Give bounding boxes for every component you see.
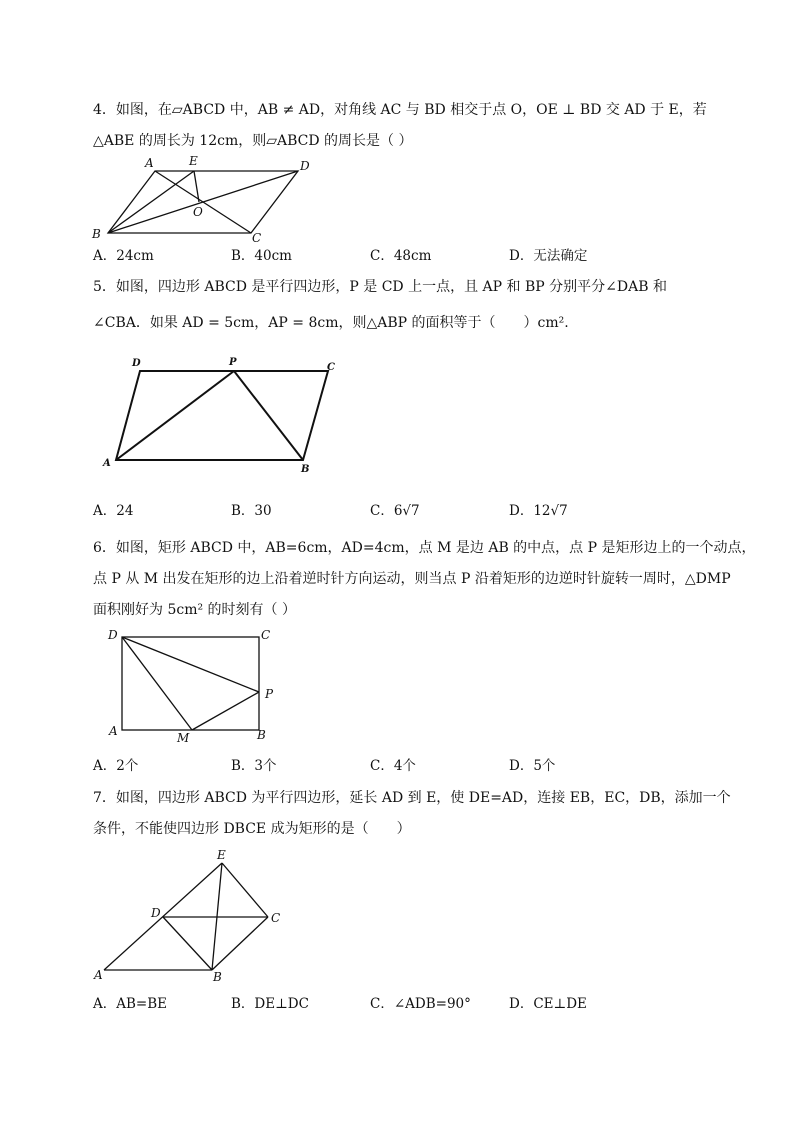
q5-stem-line2: ∠CBA．如果 AD = 5cm，AP = 8cm，则△ABP 的面积等于（ ）cm². xyxy=(93,315,569,331)
q4-diagonal-ac xyxy=(155,171,251,233)
q6-figure xyxy=(102,625,287,747)
q7-option-b[interactable]: B．DE⊥DC xyxy=(231,996,309,1012)
q5-figure xyxy=(95,352,350,477)
q7-option-a[interactable]: A．AB=BE xyxy=(93,996,168,1012)
q5-option-b[interactable]: B．30 xyxy=(231,503,272,519)
q4-figure xyxy=(88,150,328,245)
q7-segment-ec xyxy=(222,863,268,917)
q5-segment-bp xyxy=(234,371,303,460)
q7-label-d: D xyxy=(151,906,161,920)
q4-label-e: E xyxy=(189,154,198,168)
q5-label-a: A xyxy=(103,458,111,469)
q4-segment-be xyxy=(108,171,194,233)
q5-option-c[interactable]: C．6√7 xyxy=(370,503,420,519)
q6-option-d[interactable]: D．5个 xyxy=(509,758,556,774)
q5-label-p: P xyxy=(229,357,237,368)
q6-stem-line1: 6．如图，矩形 ABCD 中，AB=6cm，AD=4cm，点 M 是边 AB 的中点，点 P 是矩形边上的一个动点， xyxy=(93,540,756,556)
q7-label-e: E xyxy=(217,848,226,862)
q7-label-c: C xyxy=(271,911,281,925)
q7-stem-line1: 7．如图，四边形 ABCD 为平行四边形，延长 AD 到 E，使 DE=AD，连接 EB，EC，DB，添加一个 xyxy=(93,790,731,806)
q6-label-d: D xyxy=(108,628,118,642)
q6-stem-line2: 点 P 从 M 出发在矩形的边上沿着逆时针方向运动，则当点 P 沿着矩形的边逆时针旋转一周时，△DMP xyxy=(93,571,731,587)
q5-option-d[interactable]: D．12√7 xyxy=(509,503,568,519)
q7-option-d[interactable]: D．CE⊥DE xyxy=(509,996,587,1012)
q5-segment-ap xyxy=(116,371,234,460)
q4-label-d: D xyxy=(300,159,310,173)
q4-option-a[interactable]: A．24cm xyxy=(93,248,154,264)
q6-label-m: M xyxy=(177,731,190,745)
q5-label-c: C xyxy=(327,362,335,373)
q6-option-a[interactable]: A．2个 xyxy=(93,758,139,774)
q4-stem-line1: 4．如图，在▱ABCD 中，AB ≠ AD，对角线 AC 与 BD 相交于点 O，OE ⊥ BD 交 AD 于 E，若 xyxy=(93,102,707,118)
q7-label-b: B xyxy=(213,970,222,984)
q4-option-b[interactable]: B．40cm xyxy=(231,248,292,264)
q5-label-b: B xyxy=(301,464,310,475)
q7-segment-db xyxy=(163,917,212,970)
q5-option-a[interactable]: A．24 xyxy=(93,503,134,519)
q5-parallelogram xyxy=(116,371,328,460)
q4-label-b: B xyxy=(92,227,101,241)
q6-stem-line3: 面积刚好为 5cm² 的时刻有（ ） xyxy=(93,602,296,618)
q7-label-a: A xyxy=(94,968,103,982)
q7-stem-line2: 条件，不能使四边形 DBCE 成为矩形的是（ ） xyxy=(93,821,411,837)
q7-figure xyxy=(90,846,290,986)
q6-option-b[interactable]: B．3个 xyxy=(231,758,277,774)
q5-label-d: D xyxy=(132,358,141,369)
q4-option-c[interactable]: C．48cm xyxy=(370,248,432,264)
q6-label-p: P xyxy=(265,687,274,701)
q6-label-a: A xyxy=(109,724,118,738)
q7-segment-bc xyxy=(212,917,268,970)
q4-stem-line2: △ABE 的周长为 12cm，则▱ABCD 的周长是（ ） xyxy=(93,133,413,149)
q4-label-a: A xyxy=(145,156,154,170)
q6-label-c: C xyxy=(261,628,271,642)
q6-option-c[interactable]: C．4个 xyxy=(370,758,416,774)
q4-label-c: C xyxy=(252,231,262,245)
q4-option-d[interactable]: D．无法确定 xyxy=(509,248,588,264)
q6-segment-mp xyxy=(192,692,259,730)
q6-label-b: B xyxy=(257,728,266,742)
q5-stem-line1: 5．如图，四边形 ABCD 是平行四边形，P 是 CD 上一点，且 AP 和 BP 分别平分∠DAB 和 xyxy=(93,279,667,295)
q7-option-c[interactable]: C．∠ADB=90° xyxy=(370,996,471,1012)
q4-label-o: O xyxy=(193,205,203,219)
